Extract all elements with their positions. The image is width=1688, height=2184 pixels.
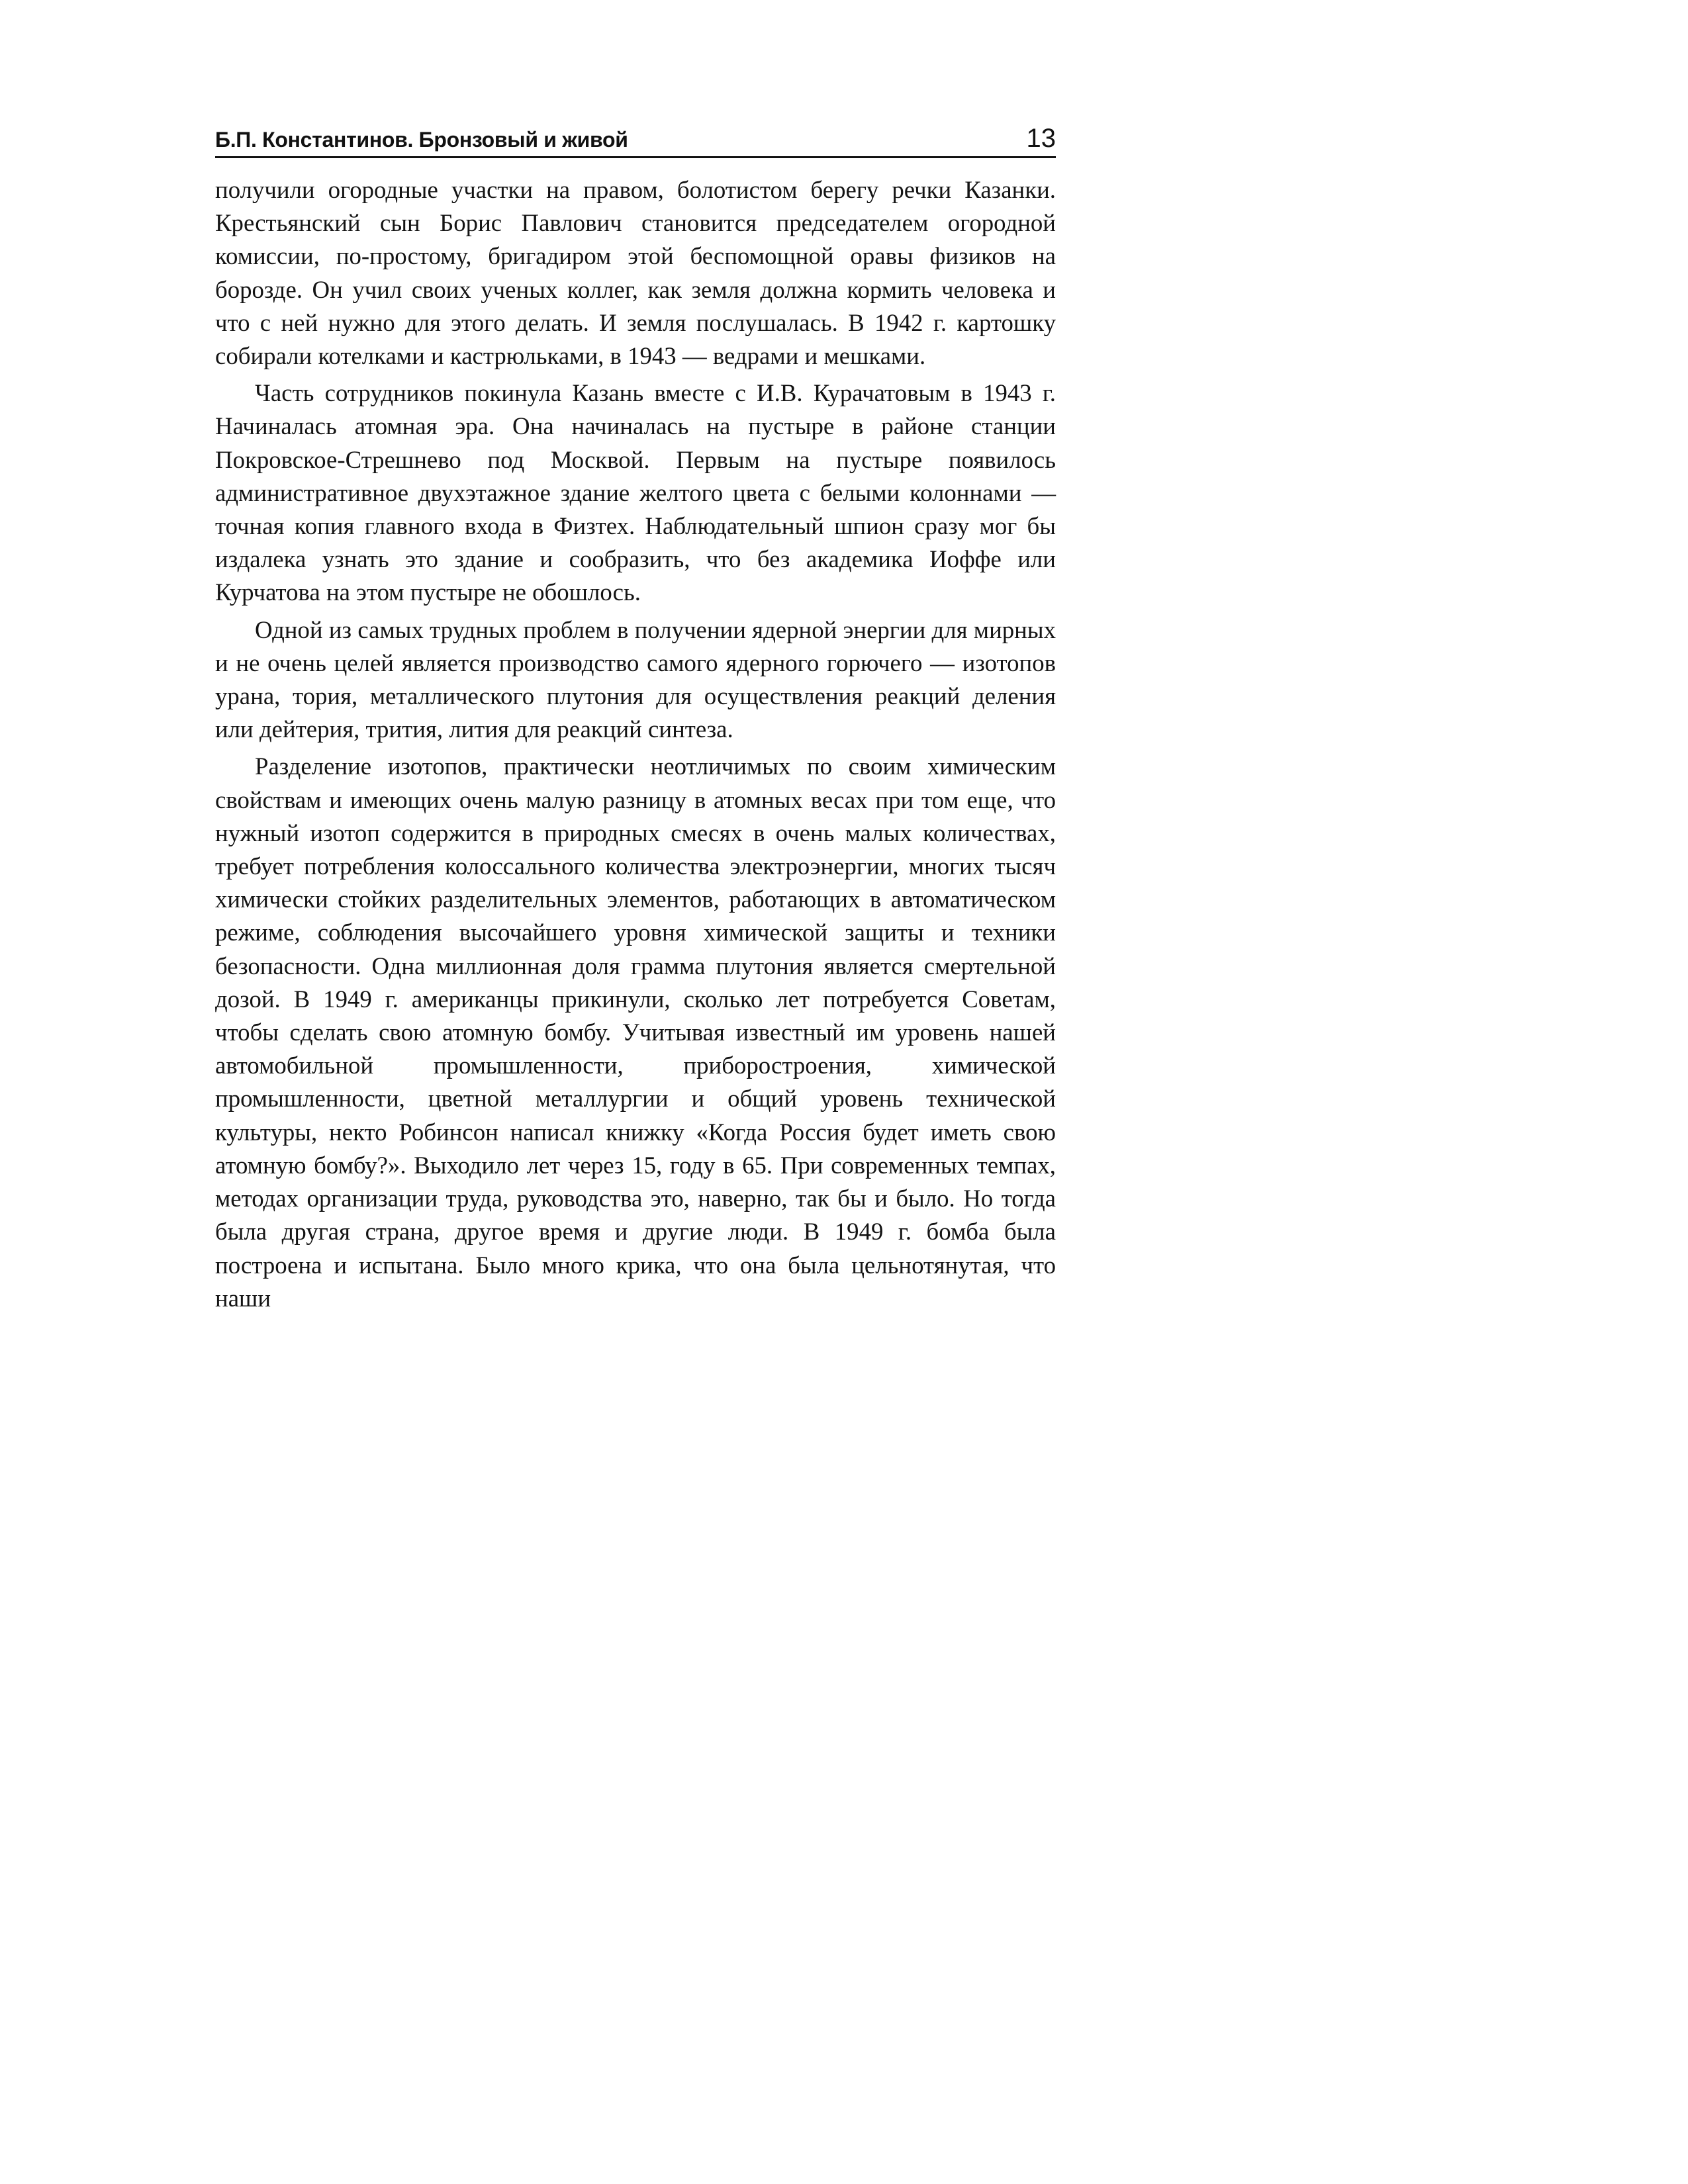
paragraph: Разделение изотопов, практически неотличимых по своим химическим свойствам и имеющих очень малую разницу в атомных весах при том еще, что нужный изотоп содержится в природных смесях в очень малых количествах, требует потребления колоссального количества электроэнергии, многих тысяч химически стойких разделительных элементов, работающих в автоматическом режиме, соблюдения высочайшего уровня химической защиты и техники безопасности. Одна миллионная доля грамма плутония является смертельной дозой. В 1949 г. американцы прикинули, сколько лет потребуется Советам, чтобы сделать свою атомную бомбу. Учитывая известный им уровень нашей автомобильной промышленности, приборостроения, химической промышленности, цветной металлургии и общий уровень технической культуры, некто Робинсон написал книжку «Когда Россия будет иметь свою атомную бомбу?». Выходило лет через 15, году в 65. При современных темпах, методах организации труда, руководства это, наверно, так бы и было. Но тогда была другая страна, другое время и другие люди. В 1949 г. бомба была построена и испытана. Было много крика, что она была цельнотянутая, что наши xyxy=(215,752,1056,1312)
header-rule xyxy=(215,156,1056,158)
running-head xyxy=(215,118,1056,158)
body-text xyxy=(215,173,1056,1319)
paragraph: Одной из самых трудных проблем в получении ядерной энергии для мирных и не очень целей является производство самого ядерного горючего — изотопов урана, тория, металлического плутония для осуществления реакций деления или дейтерия, трития, лития для реакций синтеза. xyxy=(215,615,1056,743)
paragraph: Часть сотрудников покинула Казань вместе с И.В. Курачатовым в 1943 г. Начиналась атомная эра. Она начиналась на пустыре в районе станции Покровское-Стрешнево под Москвой. Первым на пустыре появилось административное двухэтажное здание желтого цвета с белыми колоннами — точная копия главного входа в Физтех. Наблюдательный шпион сразу мог бы издалека узнать это здание и сообразить, что без академика Иоффе или Курчатова на этом пустыре не обошлось. xyxy=(215,379,1056,606)
running-title: Б.П. Константинов. Бронзовый и живой xyxy=(215,128,628,152)
paragraph: получили огородные участки на правом, болотистом берегу речки Казанки. Крестьянский сын Борис Павлович становится председателем огородной комиссии, по-простому, бригадиром этой беспомощной оравы физиков на борозде. Он учил своих ученых коллег, как земля должна кормить человека и что с ней нужно для этого делать. И земля послушалась. В 1942 г. картошку собирали котелками и кастрюльками, в 1943 — ведрами и мешками. xyxy=(215,176,1056,370)
page-number: 13 xyxy=(1026,124,1056,153)
